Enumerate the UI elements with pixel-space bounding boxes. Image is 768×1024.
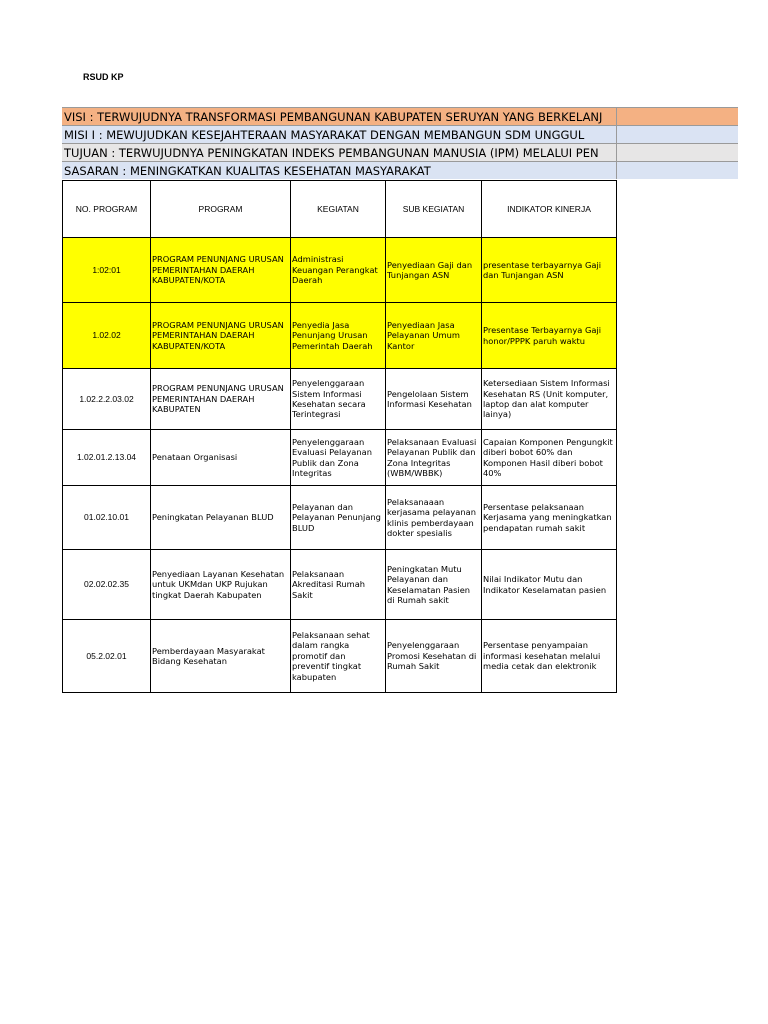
header-no-program: NO. PROGRAM: [63, 181, 151, 238]
misi-bar: [62, 125, 738, 143]
table-row: [63, 550, 617, 620]
sasaran-text: SASARAN : MENINGKATKAN KUALITAS KESEHATAN MASYARAKAT: [64, 164, 431, 178]
misi-text: MISI I : MEWUJUDKAN KESEJAHTERAAN MASYARAKAT DENGAN MEMBANGUN SDM UNGGUL: [64, 128, 585, 142]
cell-no-program: 05.2.02.01: [63, 620, 151, 693]
table-row: [63, 369, 617, 430]
cell-no-program: 01.02.10.01: [63, 486, 151, 550]
header-indikator-kinerja: INDIKATOR KINERJA: [482, 181, 617, 238]
table-row: [63, 238, 617, 303]
header-kegiatan: KEGIATAN: [291, 181, 386, 238]
cell-kegiatan: Penyelenggaraan Evaluasi Pelayanan Publik dan Zona Integritas: [291, 430, 386, 486]
cell-kegiatan: Penyelenggaraan Sistem Informasi Kesehatan secara Terintegrasi: [291, 369, 386, 430]
cell-sub-kegiatan: Pelaksanaan Evaluasi Pelayanan Publik dan Zona Integritas (WBM/WBBK): [386, 430, 482, 486]
organization-label: RSUD KP: [83, 72, 124, 82]
program-table: [62, 180, 617, 693]
tujuan-bar: [62, 143, 738, 161]
cell-kegiatan: Pelaksanaan Akreditasi Rumah Sakit: [291, 550, 386, 620]
cell-program: PROGRAM PENUNJANG URUSAN PEMERINTAHAN DAERAH KABUPATEN/KOTA: [151, 303, 291, 369]
cell-kegiatan: Penyedia Jasa Penunjang Urusan Pemerintah Daerah: [291, 303, 386, 369]
cell-no-program: 1.02.02: [63, 303, 151, 369]
cell-sub-kegiatan: Pengelolaan Sistem Informasi Kesehatan: [386, 369, 482, 430]
cell-program: Peningkatan Pelayanan BLUD: [151, 486, 291, 550]
visi-text: VISI : TERWUJUDNYA TRANSFORMASI PEMBANGUNAN KABUPATEN SERUYAN YANG BERKELANJ: [64, 110, 603, 124]
cell-sub-kegiatan: Penyelenggaraan Promosi Kesehatan di Rumah Sakit: [386, 620, 482, 693]
cell-indikator: Presentase Terbayarnya Gaji honor/PPPK paruh waktu: [482, 303, 617, 369]
table-header-row: [63, 181, 617, 238]
cell-no-program: 02.02.02.35: [63, 550, 151, 620]
cell-sub-kegiatan: Penyediaan Gaji dan Tunjangan ASN: [386, 238, 482, 303]
sasaran-bar: [62, 161, 738, 179]
cell-no-program: 1.02.2.2.03.02: [63, 369, 151, 430]
cell-indikator: Persentase penyampaian informasi kesehatan melalui media cetak dan elektronik: [482, 620, 617, 693]
cell-indikator: Nilai Indikator Mutu dan Indikator Keselamatan pasien: [482, 550, 617, 620]
cell-kegiatan: Pelaksanaan sehat dalam rangka promotif dan preventif tingkat kabupaten: [291, 620, 386, 693]
table-row: [63, 620, 617, 693]
table-row: [63, 486, 617, 550]
cell-program: PROGRAM PENUNJANG URUSAN PEMERINTAHAN DAERAH KABUPATEN/KOTA: [151, 238, 291, 303]
bar-divider: [616, 107, 617, 179]
header-sub-kegiatan: SUB KEGIATAN: [386, 181, 482, 238]
cell-indikator: Persentase pelaksanaan Kerjasama yang meningkatkan pendapatan rumah sakit: [482, 486, 617, 550]
cell-kegiatan: Pelayanan dan Pelayanan Penunjang BLUD: [291, 486, 386, 550]
header-program: PROGRAM: [151, 181, 291, 238]
cell-sub-kegiatan: Pelaksanaaan kerjasama pelayanan klinis pemberdayaan dokter spesialis: [386, 486, 482, 550]
cell-indikator: Ketersediaan Sistem Informasi Kesehatan RS (Unit komputer, laptop dan alat komputer lainya): [482, 369, 617, 430]
cell-program: PROGRAM PENUNJANG URUSAN PEMERINTAHAN DAERAH KABUPATEN: [151, 369, 291, 430]
table-row: [63, 303, 617, 369]
cell-indikator: presentase terbayarnya Gaji dan Tunjangan ASN: [482, 238, 617, 303]
visi-bar: [62, 107, 738, 125]
cell-kegiatan: Administrasi Keuangan Perangkat Daerah: [291, 238, 386, 303]
cell-program: Penataan Organisasi: [151, 430, 291, 486]
cell-no-program: 1:02:01: [63, 238, 151, 303]
cell-program: Pemberdayaan Masyarakat Bidang Kesehatan: [151, 620, 291, 693]
tujuan-text: TUJUAN : TERWUJUDNYA PENINGKATAN INDEKS PEMBANGUNAN MANUSIA (IPM) MELALUI PEN: [64, 146, 599, 160]
cell-program: Penyediaan Layanan Kesehatan untuk UKMdan UKP Rujukan tingkat Daerah Kabupaten: [151, 550, 291, 620]
cell-sub-kegiatan: Peningkatan Mutu Pelayanan dan Keselamatan Pasien di Rumah sakit: [386, 550, 482, 620]
cell-indikator: Capaian Komponen Pengungkit diberi bobot 60% dan Komponen Hasil diberi bobot 40%: [482, 430, 617, 486]
cell-sub-kegiatan: Penyediaan Jasa Pelayanan Umum Kantor: [386, 303, 482, 369]
table-row: [63, 430, 617, 486]
cell-no-program: 1.02.01.2.13.04: [63, 430, 151, 486]
